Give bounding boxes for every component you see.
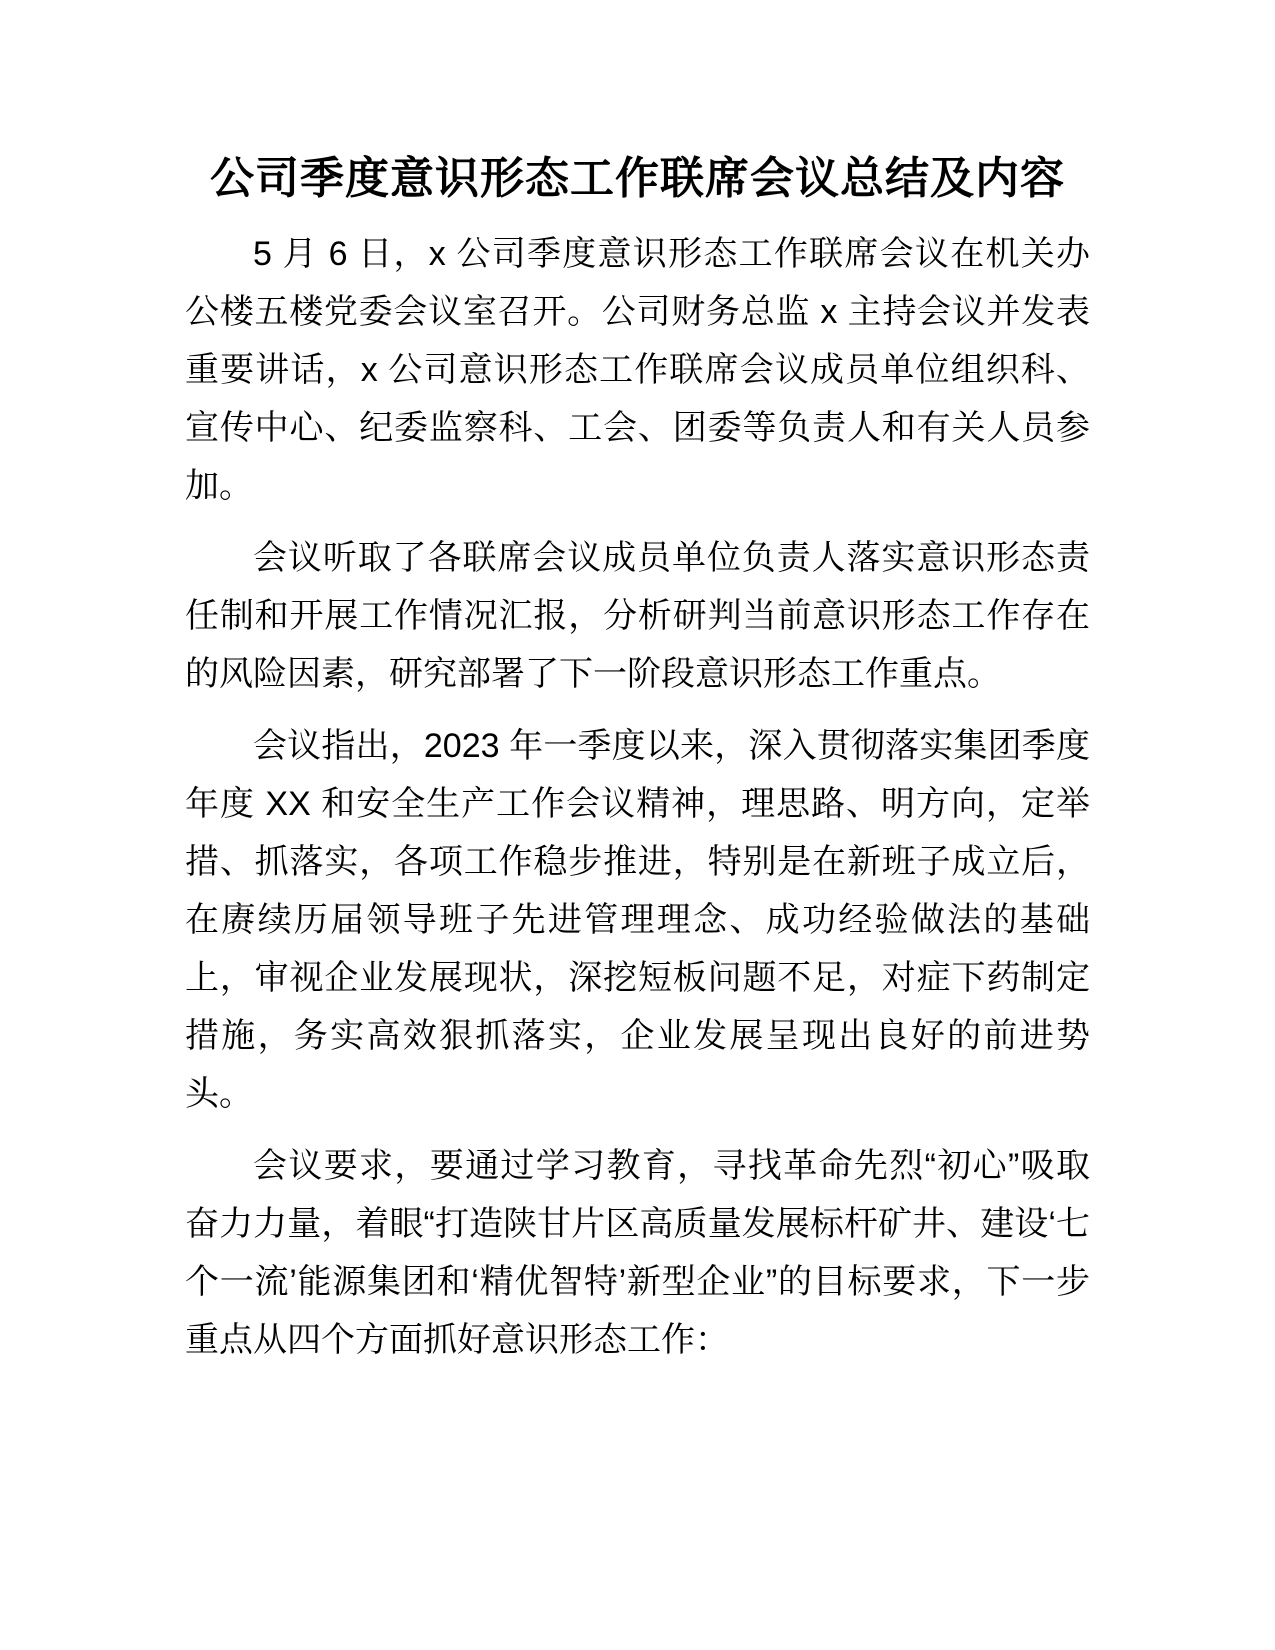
document-title: 公司季度意识形态工作联席会议总结及内容 xyxy=(210,154,1065,203)
paragraph-meeting-reports: 会议听取了各联席会议成员单位负责人落实意识形态责任制和开展工作情况汇报，分析研判当前意识形态工作存在的风险因素，研究部署了下一阶段意识形态工作重点。 xyxy=(185,539,1090,693)
paragraph-meeting-opening: 5 月 6 日，x 公司季度意识形态工作联席会议在机关办公楼五楼党委会议室召开。公司财务总监 x 主持会议并发表重要讲话，x 公司意识形态工作联席会议成员单位组织科、宣传中心、纪委监察科、工会、团委等负责人和有关人员参加。 xyxy=(185,235,1090,505)
paragraph-meeting-requirements: 会议要求，要通过学习教育，寻找革命先烈“初心”吸取奋力力量，着眼“打造陕甘片区高质量发展标杆矿井、建设‘七个一流’能源集团和‘精优智特’新型企业”的目标要求，下一步重点从四个方面抓好意识形态工作： xyxy=(185,1147,1090,1359)
paragraph-meeting-pointed-out: 会议指出，2023 年一季度以来，深入贯彻落实集团季度年度 XX 和安全生产工作会议精神，理思路、明方向，定举措、抓落实，各项工作稳步推进，特别是在新班子成立后，在赓续历届领导班子先进管理理念、成功经验做法的基础上，审视企业发展现状，深挖短板问题不足，对症下药制定措施，务实高效狠抓落实，企业发展呈现出良好的前进势头。 xyxy=(185,727,1090,1113)
